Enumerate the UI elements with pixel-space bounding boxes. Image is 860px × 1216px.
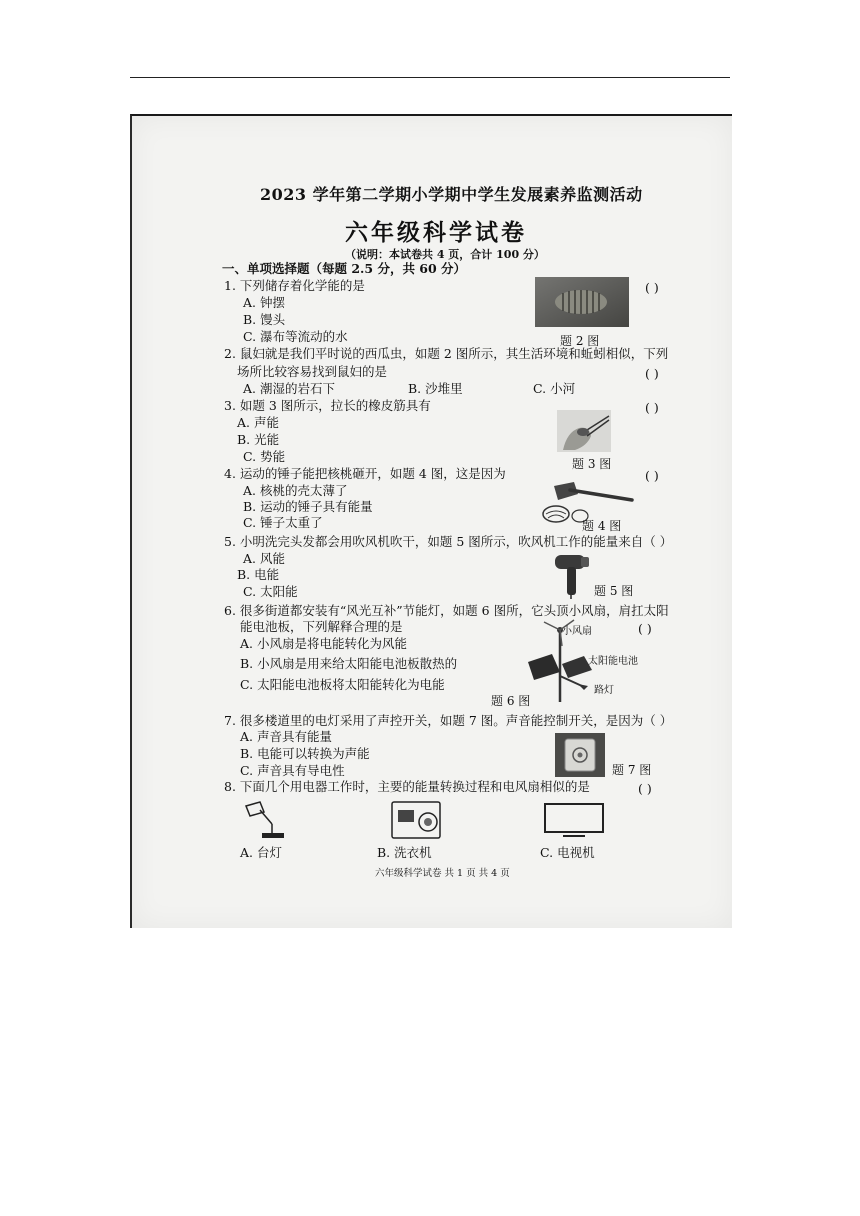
q8-option-c[interactable]: C. 电视机 [540, 845, 595, 860]
q1-answer-blank[interactable]: ( ) [645, 280, 659, 295]
q6-stem-line2: 能电池板，下列解释合理的是 [240, 619, 403, 634]
q6-option-b[interactable]: B. 小风扇是用来给太阳能电池板散热的 [240, 656, 458, 671]
q8-option-b[interactable]: B. 洗衣机 [377, 845, 432, 860]
fig6-label-lamp: 路灯 [594, 685, 614, 696]
fig3-caption: 题 3 图 [572, 457, 612, 471]
q7-stem: 7. 很多楼道里的电灯采用了声控开关，如题 7 图。声音能控制开关，是因为（ ） [224, 713, 673, 728]
washing-machine-icon [390, 800, 442, 840]
q4-option-b[interactable]: B. 运动的锤子具有能量 [243, 499, 373, 514]
fig6-label-panel: 太阳能电池 [588, 656, 638, 667]
q5-stem: 5. 小明洗完头发都会用吹风机吹干，如题 5 图所示，吹风机工作的能量来自（ ） [224, 534, 673, 549]
exam-note: （说明：本试卷共 4 页，合计 100 分） [345, 248, 545, 261]
q5-option-c[interactable]: C. 太阳能 [243, 584, 298, 599]
q8-answer-blank[interactable]: ( ) [638, 781, 652, 796]
desk-lamp-icon [242, 800, 290, 840]
fig6-label-fan: 小风扇 [562, 626, 592, 637]
q2-answer-blank[interactable]: ( ) [645, 366, 659, 381]
q2-option-b[interactable]: B. 沙堆里 [408, 381, 463, 396]
fig7-caption: 题 7 图 [612, 763, 652, 777]
top-rule [130, 77, 730, 78]
television-icon [543, 802, 605, 838]
q3-option-b[interactable]: B. 光能 [237, 432, 280, 447]
q4-stem: 4. 运动的锤子能把核桃砸开，如题 4 图，这是因为 [224, 466, 506, 481]
exam-title: 2023 学年第二学期小学期中学生发展素养监测活动 [260, 185, 643, 204]
exam-subtitle: 六年级科学试卷 [345, 219, 527, 246]
q4-answer-blank[interactable]: ( ) [645, 468, 659, 483]
q1-option-a[interactable]: A. 钟摆 [243, 295, 285, 310]
q2-stem-line2: 场所比较容易找到鼠妇的是 [237, 364, 388, 379]
q2-option-c[interactable]: C. 小河 [533, 381, 576, 396]
hair-dryer-icon [553, 553, 593, 599]
q2-option-a[interactable]: A. 潮湿的岩石下 [243, 381, 335, 396]
fig2-caption: 题 2 图 [560, 334, 600, 348]
woodlouse-photo [535, 277, 629, 327]
q2-stem-line1: 2. 鼠妇就是我们平时说的西瓜虫，如题 2 图所示，其生活环境和蚯蚓相似，下列 [224, 346, 669, 361]
q5-option-b[interactable]: B. 电能 [237, 567, 280, 582]
page-footer: 六年级科学试卷 共 1 页 共 4 页 [375, 868, 510, 879]
q5-option-a[interactable]: A. 风能 [243, 551, 285, 566]
q6-answer-blank[interactable]: ( ) [638, 621, 652, 636]
slingshot-photo [557, 410, 611, 452]
q1-option-b[interactable]: B. 馒头 [243, 312, 286, 327]
fig5-caption: 题 5 图 [594, 584, 634, 598]
q7-option-a[interactable]: A. 声音具有能量 [240, 729, 332, 744]
q6-stem-line1: 6. 很多街道都安装有“风光互补”节能灯，如题 6 图所，它头顶小风扇，肩扛太阳 [224, 603, 669, 618]
q8-stem: 8. 下面几个用电器工作时，主要的能量转换过程和电风扇相似的是 [224, 779, 590, 794]
q4-option-a[interactable]: A. 核桃的壳太薄了 [243, 483, 348, 498]
q7-option-c[interactable]: C. 声音具有导电性 [240, 763, 345, 778]
fig6-caption: 题 6 图 [491, 694, 531, 708]
section-heading: 一、单项选择题（每题 2.5 分，共 60 分） [222, 261, 467, 276]
q7-option-b[interactable]: B. 电能可以转换为声能 [240, 746, 370, 761]
sound-switch-photo [555, 733, 605, 777]
q6-option-a[interactable]: A. 小风扇是将电能转化为风能 [240, 636, 407, 651]
q4-option-c[interactable]: C. 锤子太重了 [243, 515, 323, 530]
q3-option-a[interactable]: A. 声能 [237, 415, 279, 430]
q3-option-c[interactable]: C. 势能 [243, 449, 286, 464]
q1-stem: 1. 下列储存着化学能的是 [224, 278, 365, 293]
q6-option-c[interactable]: C. 太阳能电池板将太阳能转化为电能 [240, 677, 445, 692]
q1-option-c[interactable]: C. 瀑布等流动的水 [243, 329, 348, 344]
q8-option-a[interactable]: A. 台灯 [240, 845, 282, 860]
fig4-caption: 题 4 图 [582, 519, 622, 533]
q3-stem: 3. 如题 3 图所示，拉长的橡皮筋具有 [224, 398, 431, 413]
q3-answer-blank[interactable]: ( ) [645, 400, 659, 415]
